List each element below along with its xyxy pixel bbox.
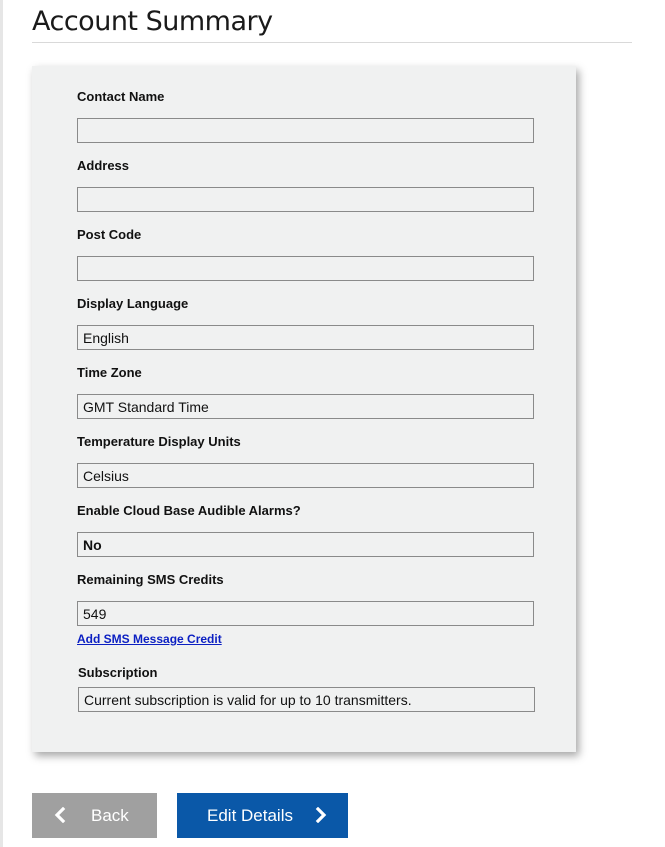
title-divider [32, 42, 632, 43]
audible-alarms-value: No [77, 532, 534, 557]
subscription-value: Current subscription is valid for up to 10 transmitters. [78, 687, 535, 712]
page-title: Account Summary [32, 6, 273, 37]
time-zone-label: Time Zone [77, 365, 142, 380]
display-language-field [77, 296, 537, 350]
add-sms-credit-link[interactable]: Add SMS Message Credit [77, 632, 222, 646]
temperature-units-value: Celsius [77, 463, 534, 488]
edit-details-button[interactable] [177, 793, 348, 838]
address-field [77, 158, 537, 212]
subscription-field [78, 665, 538, 712]
temperature-units-label: Temperature Display Units [77, 434, 241, 449]
post-code-label: Post Code [77, 227, 142, 242]
post-code-field [77, 227, 537, 281]
sms-credits-label: Remaining SMS Credits [77, 572, 224, 587]
temperature-units-field [77, 434, 537, 488]
contact-name-label: Contact Name [77, 89, 165, 104]
post-code-value [77, 256, 534, 281]
display-language-label: Display Language [77, 296, 189, 311]
time-zone-value: GMT Standard Time [77, 394, 534, 419]
edit-details-button-label: Edit Details [207, 806, 293, 825]
sms-credits-value: 549 [77, 601, 534, 626]
address-label: Address [77, 158, 130, 173]
subscription-label: Subscription [78, 665, 158, 680]
back-button-label: Back [91, 806, 129, 825]
contact-name-field [77, 89, 537, 143]
back-button[interactable] [32, 793, 157, 838]
account-summary-card [32, 66, 576, 752]
left-edge-border [0, 0, 3, 847]
contact-name-value [77, 118, 534, 143]
time-zone-field [77, 365, 537, 419]
display-language-value: English [77, 325, 534, 350]
chevron-left-icon [54, 807, 66, 828]
audible-alarms-label: Enable Cloud Base Audible Alarms? [77, 503, 301, 518]
chevron-right-icon [315, 807, 327, 828]
audible-alarms-field [77, 503, 537, 557]
sms-credits-field [77, 572, 537, 648]
address-value [77, 187, 534, 212]
